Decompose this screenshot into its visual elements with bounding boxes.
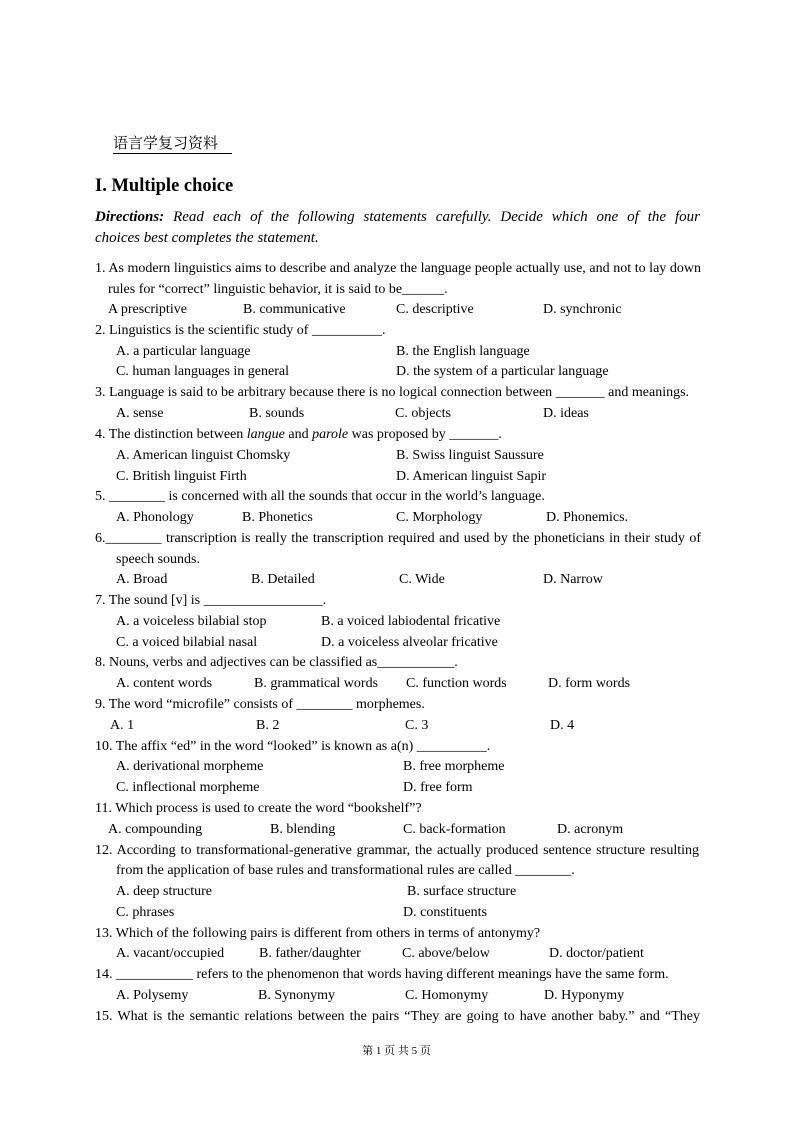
- directions-label: Directions:: [95, 209, 165, 225]
- question-10-stem: 10. The affix “ed” in the word “looked” is known as a(n) __________.: [95, 739, 491, 754]
- question-1-stem: 1. As modern linguistics aims to describe and analyze the language people actually use, and not to lay down: [95, 261, 701, 276]
- question-10-option-b: B. free morpheme: [403, 759, 505, 774]
- question-4-stem: [95, 426, 502, 444]
- question-4-option-b: B. Swiss linguist Saussure: [396, 448, 544, 463]
- question-2-stem: 2. Linguistics is the scientific study of __________.: [95, 323, 386, 338]
- question-14-option-a: A. Polysemy: [116, 988, 189, 1003]
- question-4-stem-part-2: and: [284, 427, 313, 442]
- question-7-option-c: C. a voiced bilabial nasal: [116, 635, 258, 650]
- question-9-option-a: A. 1: [110, 718, 135, 733]
- question-5-option-a: A. Phonology: [116, 510, 194, 525]
- question-5-option-c: C. Morphology: [396, 510, 483, 525]
- question-1-option-a: A prescriptive: [108, 302, 187, 317]
- question-4-stem-part-1: 4. The distinction between: [95, 427, 247, 442]
- question-9-stem: 9. The word “microfile” consists of ________ morphemes.: [95, 697, 425, 712]
- question-3-option-c: C. objects: [395, 406, 451, 421]
- question-8-option-c: C. function words: [406, 676, 507, 691]
- question-12-option-a: A. deep structure: [116, 884, 213, 899]
- question-12-stem: 12. According to transformational-generative grammar, the actually produced sentence structure resulting: [95, 843, 699, 858]
- question-3-stem: 3. Language is said to be arbitrary because there is no logical connection between _______ and meanings.: [95, 385, 690, 400]
- question-3-option-b: B. sounds: [249, 406, 305, 421]
- question-4-stem-part-3: was proposed by _______.: [348, 427, 502, 442]
- question-1-option-b: B. communicative: [243, 302, 346, 317]
- directions-line-2: choices best completes the statement.: [95, 230, 319, 246]
- question-7-stem: 7. The sound [v] is _________________.: [95, 593, 327, 608]
- question-5-stem: 5. ________ is concerned with all the sounds that occur in the world’s language.: [95, 489, 545, 504]
- question-2-option-a: A. a particular language: [116, 344, 251, 359]
- page-footer: 第 1 页 共 5 页: [362, 1045, 431, 1057]
- question-13-option-a: A. vacant/occupied: [116, 946, 225, 961]
- question-6-option-b: B. Detailed: [251, 572, 315, 587]
- question-14-stem: 14. ___________ refers to the phenomenon that words having different meanings have the same form.: [95, 967, 669, 982]
- question-12-stem-cont: from the application of base rules and transformational rules are called ________.: [116, 863, 575, 878]
- question-2-option-d: D. the system of a particular language: [396, 364, 609, 379]
- question-8-option-b: B. grammatical words: [254, 676, 379, 691]
- question-13-option-c: C. above/below: [402, 946, 490, 961]
- question-11-option-c: C. back-formation: [403, 822, 506, 837]
- question-12-option-c: C. phrases: [116, 905, 175, 920]
- document-header-title: 语言学复习资料: [113, 136, 232, 154]
- question-1-option-d: D. synchronic: [543, 302, 622, 317]
- question-11-option-d: D. acronym: [557, 822, 624, 837]
- directions-text: Read each of the following statements carefully. Decide which one of the four: [164, 209, 700, 225]
- question-1-option-c: C. descriptive: [396, 302, 474, 317]
- question-14-option-d: D. Hyponymy: [544, 988, 625, 1003]
- question-9-option-b: B. 2: [256, 718, 280, 733]
- question-6-option-d: D. Narrow: [543, 572, 603, 587]
- question-10-option-d: D. free form: [403, 780, 473, 795]
- question-4-option-c: C. British linguist Firth: [116, 469, 247, 484]
- term-parole: parole: [312, 427, 349, 442]
- question-6-stem-cont: speech sounds.: [116, 552, 200, 567]
- question-7-option-b: B. a voiced labiodental fricative: [321, 614, 501, 629]
- question-11-option-b: B. blending: [270, 822, 336, 837]
- question-6-option-c: C. Wide: [399, 572, 445, 587]
- question-7-option-a: A. a voiceless bilabial stop: [116, 614, 267, 629]
- question-5-option-b: B. Phonetics: [242, 510, 313, 525]
- directions-line-1: [95, 208, 700, 227]
- question-12-option-b: B. surface structure: [407, 884, 517, 899]
- question-9-option-c: C. 3: [405, 718, 429, 733]
- question-11-stem: 11. Which process is used to create the word “bookshelf”?: [95, 801, 422, 816]
- question-11-option-a: A. compounding: [108, 822, 203, 837]
- question-12-option-d: D. constituents: [403, 905, 487, 920]
- term-langue: langue: [246, 427, 285, 442]
- question-15-stem: 15. What is the semantic relations between the pairs “They are going to have another baby.” and “They: [95, 1009, 700, 1024]
- question-4-option-d: D. American linguist Sapir: [396, 469, 547, 484]
- section-title: I. Multiple choice: [95, 176, 234, 196]
- question-2-option-b: B. the English language: [396, 344, 530, 359]
- question-6-option-a: A. Broad: [116, 572, 168, 587]
- question-2-option-c: C. human languages in general: [116, 364, 290, 379]
- question-5-option-d: D. Phonemics.: [546, 510, 629, 525]
- question-3-option-a: A. sense: [116, 406, 164, 421]
- question-6-stem: 6.________ transcription is really the transcription required and used by the phoneticians in their study of: [95, 531, 701, 546]
- question-13-stem: 13. Which of the following pairs is different from others in terms of antonymy?: [95, 926, 541, 941]
- question-13-option-d: D. doctor/patient: [549, 946, 644, 961]
- question-13-option-b: B. father/daughter: [259, 946, 361, 961]
- question-3-option-d: D. ideas: [543, 406, 589, 421]
- question-14-option-c: C. Homonymy: [405, 988, 489, 1003]
- question-10-option-c: C. inflectional morpheme: [116, 780, 260, 795]
- question-10-option-a: A. derivational morpheme: [116, 759, 264, 774]
- question-4-option-a: A. American linguist Chomsky: [116, 448, 291, 463]
- question-8-stem: 8. Nouns, verbs and adjectives can be classified as___________.: [95, 655, 458, 670]
- question-7-option-d: D. a voiceless alveolar fricative: [321, 635, 498, 650]
- question-8-option-d: D. form words: [548, 676, 631, 691]
- question-1-stem-cont: rules for “correct” linguistic behavior, it is said to be______.: [108, 282, 448, 297]
- question-9-option-d: D. 4: [550, 718, 575, 733]
- question-14-option-b: B. Synonymy: [258, 988, 336, 1003]
- question-8-option-a: A. content words: [116, 676, 213, 691]
